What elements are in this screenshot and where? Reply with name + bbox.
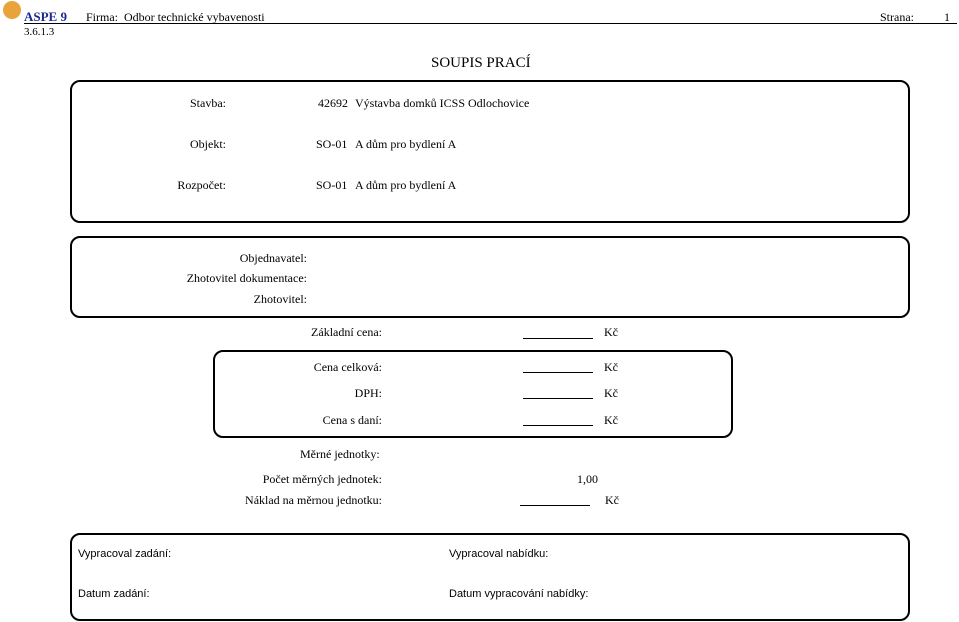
header-rule xyxy=(24,23,957,24)
rozpocet-code: SO-01 xyxy=(316,178,348,192)
cena-celkova-blank xyxy=(523,372,593,373)
cena-s-dani-label: Cena s daní: xyxy=(322,413,382,427)
vypracoval-zadani-label: Vypracoval zadání: xyxy=(78,548,172,560)
objekt-code: SO-01 xyxy=(316,137,348,151)
pocet-jednotek-value: 1,00 xyxy=(577,472,598,486)
aspe-logo-icon xyxy=(3,1,21,19)
version: 3.6.1.3 xyxy=(24,26,55,38)
firma-value: Odbor technické vybavenosti xyxy=(124,10,265,24)
strana-value: 1 xyxy=(944,10,950,24)
dph-label: DPH: xyxy=(354,386,382,400)
vypracoval-nabidku-label: Vypracoval nabídku: xyxy=(449,548,549,560)
pocet-jednotek-label: Počet měrných jednotek: xyxy=(262,472,382,486)
objekt-label: Objekt: xyxy=(190,137,226,151)
naklad-label: Náklad na měrnou jednotku: xyxy=(245,493,382,507)
naklad-currency: Kč xyxy=(605,493,619,507)
zakladni-cena-blank xyxy=(523,338,593,339)
dph-blank xyxy=(523,398,593,399)
objekt-name: A dům pro bydlení A xyxy=(355,137,457,151)
zakladni-cena-label: Základní cena: xyxy=(311,325,382,339)
datum-zadani-label: Datum zadání: xyxy=(78,588,150,600)
price-box xyxy=(213,350,733,438)
stavba-label: Stavba: xyxy=(190,96,226,110)
naklad-blank xyxy=(520,505,590,506)
cena-s-dani-currency: Kč xyxy=(604,413,618,427)
zhotovitel-dokumentace-label: Zhotovitel dokumentace: xyxy=(186,271,307,285)
zhotovitel-label: Zhotovitel: xyxy=(253,292,307,306)
app-name: ASPE 9 xyxy=(24,9,67,24)
stavba-code: 42692 xyxy=(318,96,348,110)
stavba-name: Výstavba domků ICSS Odlochovice xyxy=(355,96,530,110)
cena-s-dani-blank xyxy=(523,425,593,426)
strana-label: Strana: xyxy=(880,10,914,24)
page-title: SOUPIS PRACÍ xyxy=(431,55,531,71)
rozpocet-label: Rozpočet: xyxy=(177,178,226,192)
firma-label: Firma: xyxy=(86,10,118,24)
merne-jednotky-label: Měrné jednotky: xyxy=(300,447,380,461)
objednavatel-label: Objednavatel: xyxy=(239,251,307,265)
dph-currency: Kč xyxy=(604,386,618,400)
datum-vypracovani-label: Datum vypracování nabídky: xyxy=(449,588,589,600)
zakladni-cena-currency: Kč xyxy=(604,325,618,339)
rozpocet-name: A dům pro bydlení A xyxy=(355,178,457,192)
signature-box xyxy=(70,533,910,621)
cena-celkova-label: Cena celková: xyxy=(313,360,382,374)
cena-celkova-currency: Kč xyxy=(604,360,618,374)
